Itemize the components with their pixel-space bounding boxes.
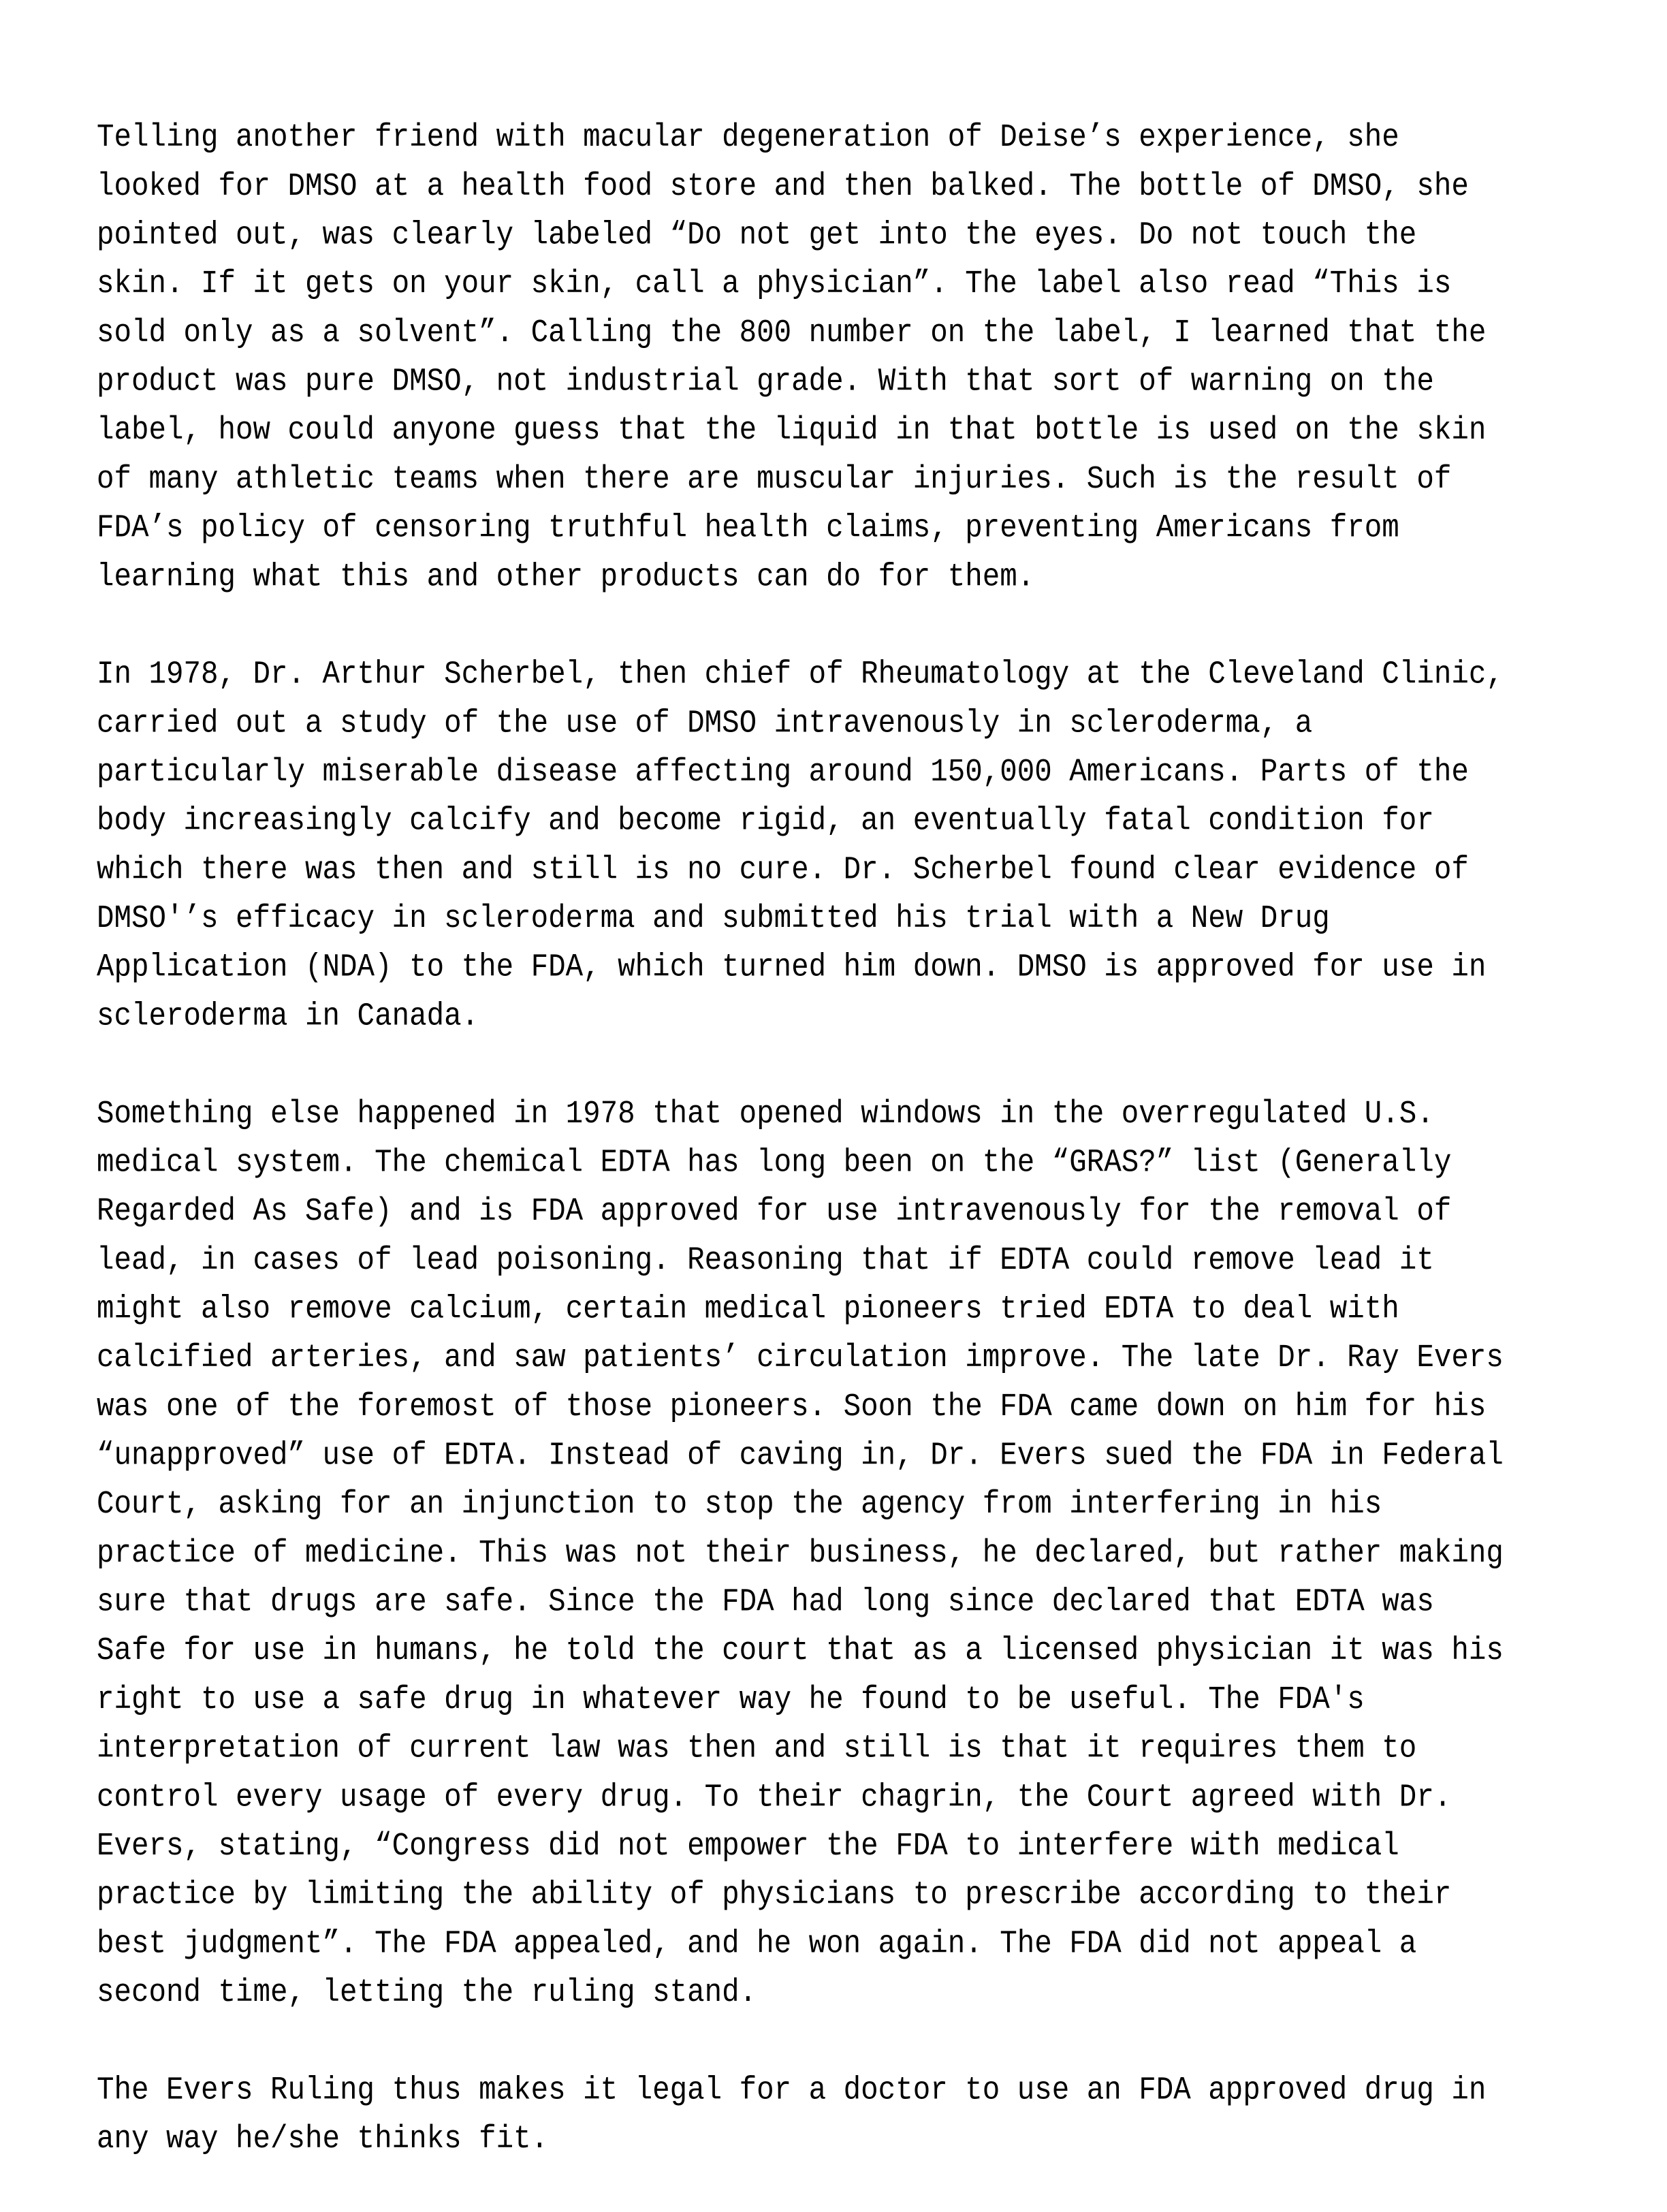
text-line: scleroderma in Canada.: [97, 998, 479, 1034]
paragraph-dmso-label: [97, 113, 1595, 601]
text-line: medical system. The chemical EDTA has long been on the “GRAS?” list (Generally: [97, 1144, 1452, 1181]
text-line: Telling another friend with macular degeneration of Deise’s experience, she: [97, 118, 1399, 156]
text-line: any way he/she thinks fit.: [97, 2120, 549, 2158]
text-line: body increasingly calcify and become rigid, an eventually fatal condition for: [97, 802, 1434, 840]
text-line: pointed out, was clearly labeled “Do not get into the eyes. Do not touch the: [97, 217, 1417, 254]
text-line: learning what this and other products can do for them.: [97, 558, 1035, 595]
text-line: Evers, stating, “Congress did not empower the FDA to interfere with medical: [97, 1827, 1399, 1865]
text-line: particularly miserable disease affecting around 150,000 Americans. Parts of the: [97, 753, 1469, 791]
text-line: skin. If it gets on your skin, call a physician”. The label also read “This is: [97, 266, 1452, 302]
paragraph-scherbel-study: [97, 650, 1595, 1040]
text-line: lead, in cases of lead poisoning. Reasoning that if EDTA could remove lead it: [97, 1242, 1434, 1279]
text-line: Regarded As Safe) and is FDA approved for use intravenously for the removal of: [97, 1192, 1452, 1230]
text-line: carried out a study of the use of DMSO intravenously in scleroderma, a: [97, 705, 1313, 742]
text-line: practice by limiting the ability of physicians to prescribe according to their: [97, 1876, 1452, 1914]
text-line: control every usage of every drug. To their chagrin, the Court agreed with Dr.: [97, 1779, 1452, 1816]
text-line: Safe for use in humans, he told the court that as a licensed physician it was his: [97, 1632, 1504, 1669]
text-line: Application (NDA) to the FDA, which turned him down. DMSO is approved for use in: [97, 949, 1487, 986]
text-line: looked for DMSO at a health food store and then balked. The bottle of DMSO, she: [97, 168, 1469, 205]
paragraph-evers-ruling: [97, 2066, 1595, 2163]
text-line: second time, letting the ruling stand.: [97, 1974, 757, 2011]
text-line: label, how could anyone guess that the liquid in that bottle is used on the skin: [97, 412, 1487, 449]
text-line: was one of the foremost of those pioneers. Soon the FDA came down on him for his: [97, 1388, 1487, 1425]
text-line: FDA’s policy of censoring truthful health claims, preventing Americans from: [97, 509, 1399, 547]
text-line: Court, asking for an injunction to stop the agency from interfering in his: [97, 1486, 1382, 1523]
text-line: The Evers Ruling thus makes it legal for a doctor to use an FDA approved drug in: [97, 2072, 1487, 2108]
text-line: best judgment”. The FDA appealed, and he won again. The FDA did not appeal a: [97, 1925, 1417, 1962]
text-line: interpretation of current law was then and still is that it requires them to: [97, 1730, 1417, 1767]
text-line: right to use a safe drug in whatever way he found to be useful. The FDA's: [97, 1681, 1365, 1718]
text-line: practice of medicine. This was not their business, he declared, but rather making: [97, 1534, 1504, 1572]
document-page: [97, 113, 1595, 2212]
text-line: calcified arteries, and saw patients’ circulation improve. The late Dr. Ray Evers: [97, 1339, 1504, 1376]
text-line: Something else happened in 1978 that opened windows in the overregulated U.S.: [97, 1095, 1434, 1133]
text-line: sold only as a solvent”. Calling the 800 number on the label, I learned that the: [97, 314, 1487, 351]
text-line: of many athletic teams when there are muscular injuries. Such is the result of: [97, 460, 1452, 498]
text-line: product was pure DMSO, not industrial grade. With that sort of warning on the: [97, 363, 1434, 400]
text-line: might also remove calcium, certain medical pioneers tried EDTA to deal with: [97, 1291, 1399, 1328]
text-line: “unapproved” use of EDTA. Instead of caving in, Dr. Evers sued the FDA in Federal: [97, 1437, 1504, 1474]
text-line: In 1978, Dr. Arthur Scherbel, then chief of Rheumatology at the Cleveland Clinic,: [97, 656, 1504, 693]
text-line: sure that drugs are safe. Since the FDA had long since declared that EDTA was: [97, 1583, 1434, 1621]
text-line: which there was then and still is no cure. Dr. Scherbel found clear evidence of: [97, 851, 1469, 888]
paragraph-edta-evers: [97, 1090, 1595, 2017]
text-line: DMSO'’s efficacy in scleroderma and submitted his trial with a New Drug: [97, 900, 1330, 937]
